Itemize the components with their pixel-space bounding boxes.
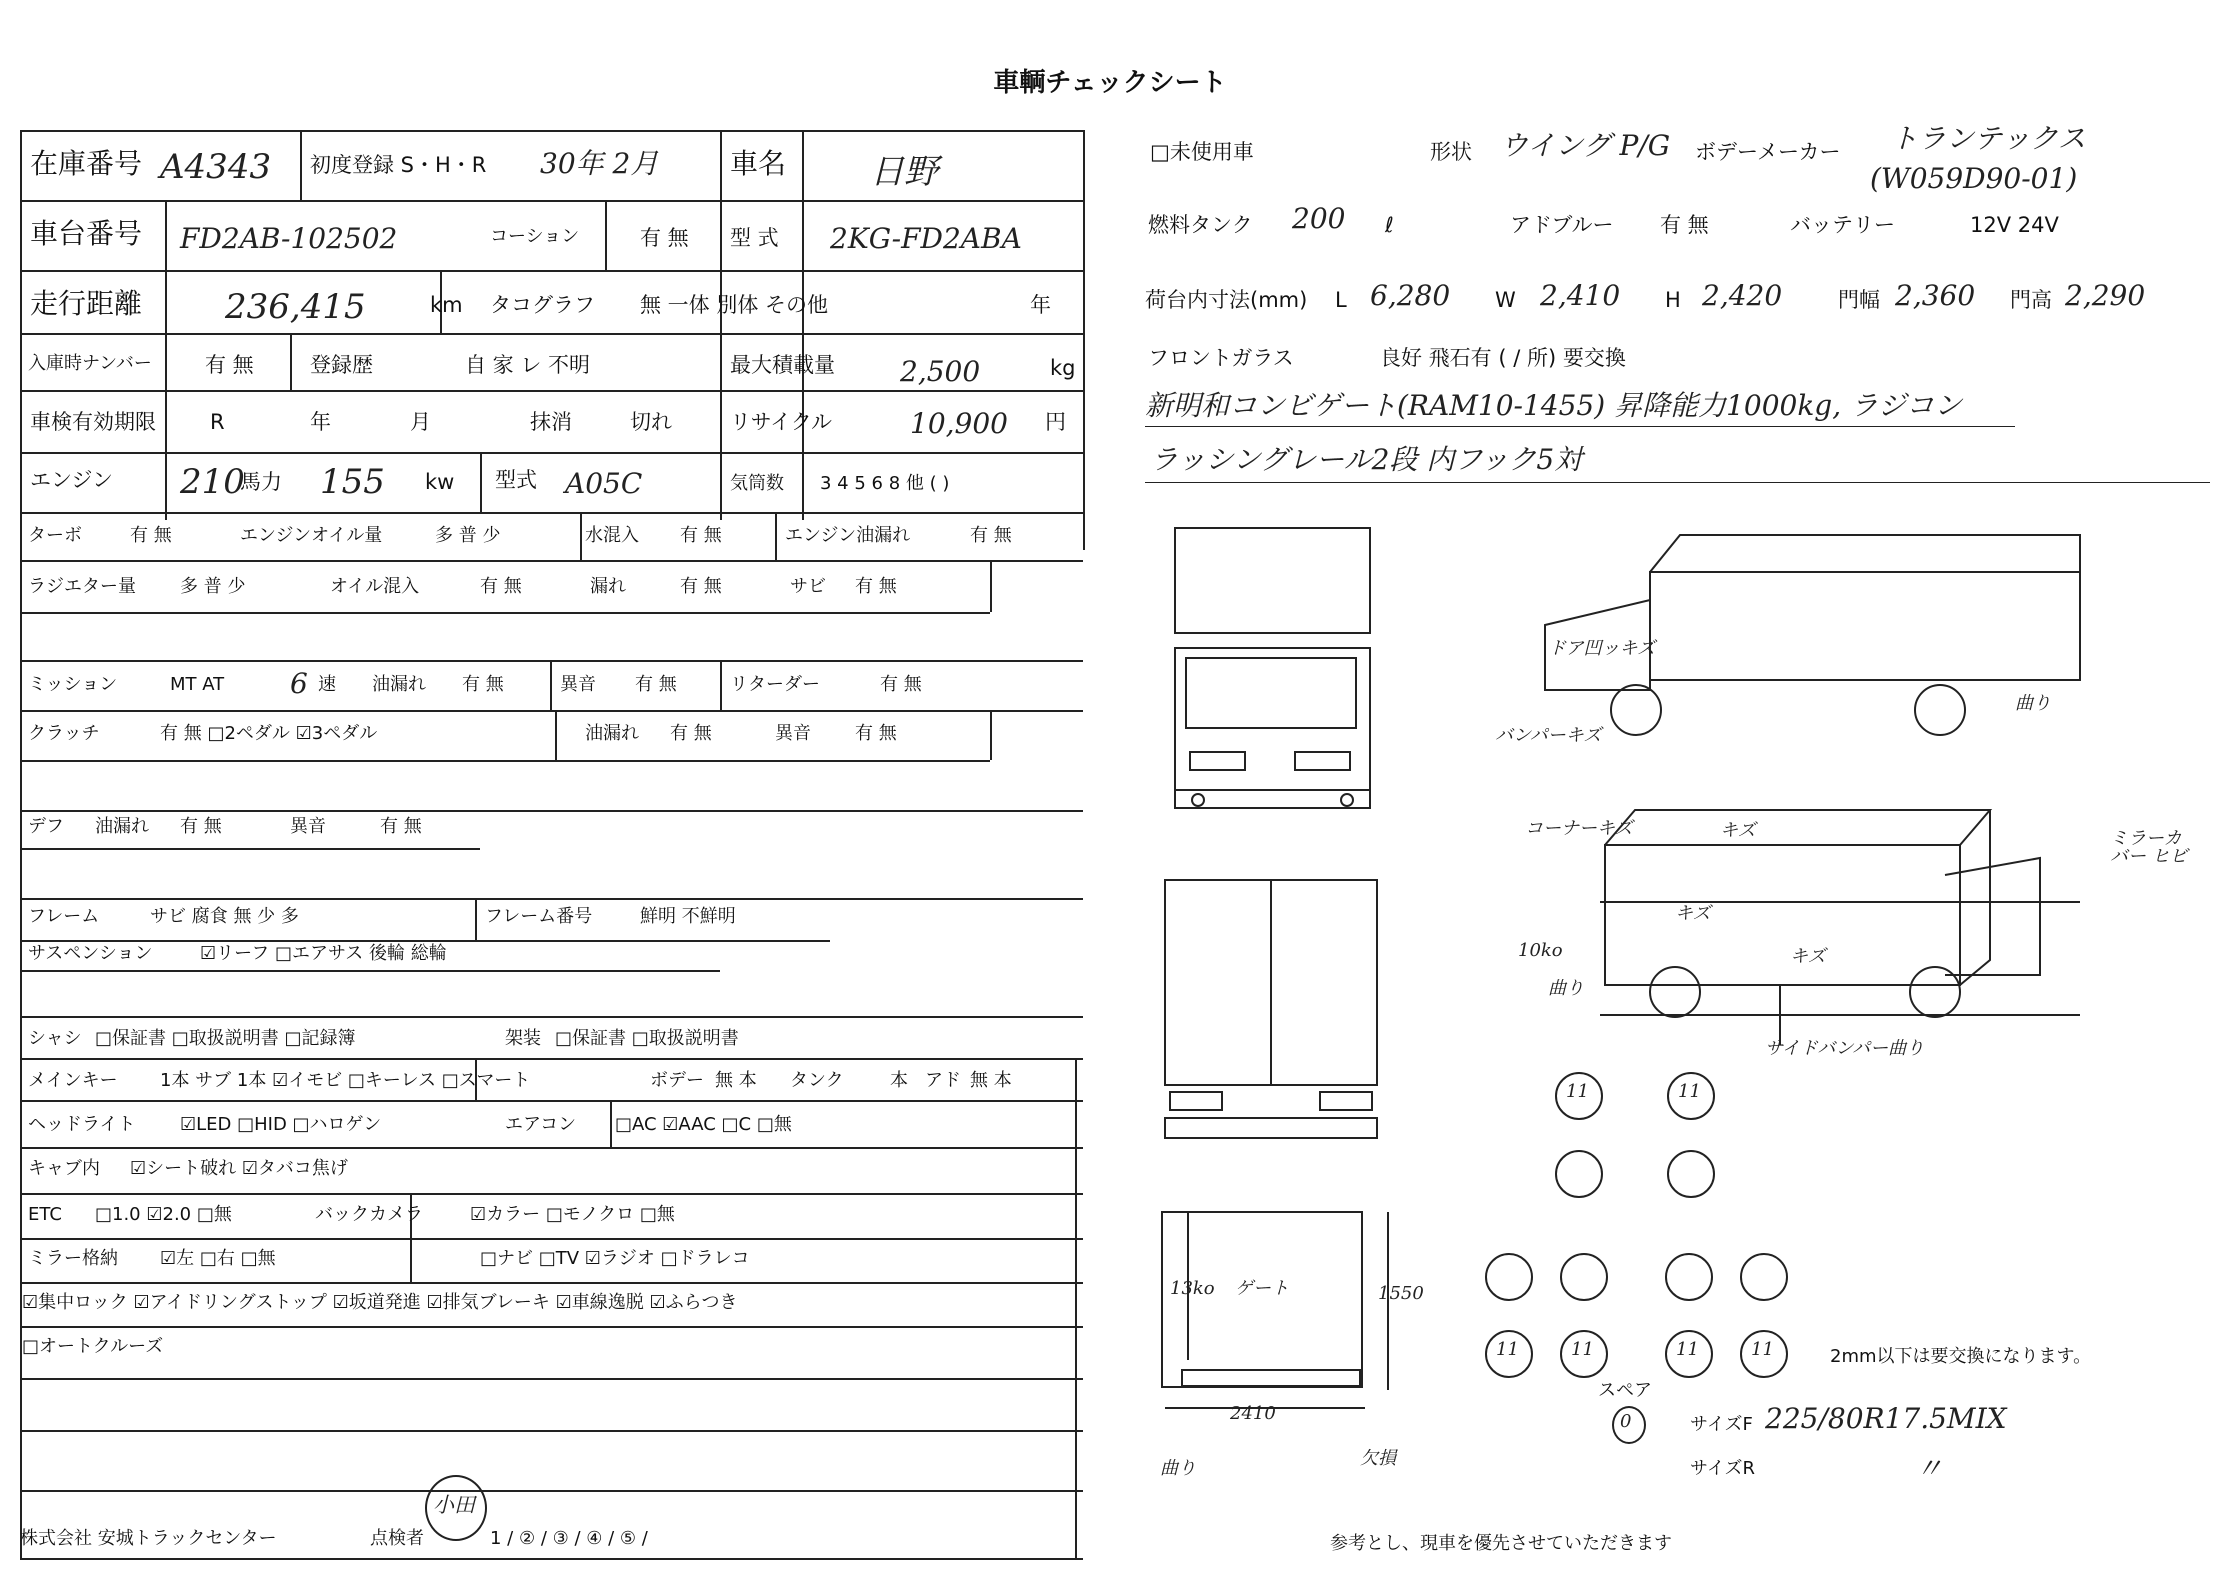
unused-label: □未使用車 [1150, 140, 1254, 164]
ad-key-label: アド [925, 1070, 961, 1091]
turbo-label: ターボ [28, 525, 82, 546]
clutch-noise-label: 異音 [775, 723, 811, 744]
right-footer-note: 参考とし、現車を優先させていただきます [1330, 1533, 1672, 1554]
fuel-unit: ℓ [1385, 213, 1394, 237]
ann-2410: 2410 [1230, 1403, 1276, 1424]
recycle-value: 10,900 [910, 407, 1008, 440]
mirror-extra: □ナビ □TV ☑ラジオ □ドラレコ [480, 1248, 750, 1269]
chassis-docs-value: □保証書 □取扱説明書 □記録簿 [95, 1028, 356, 1049]
fuel-label: 燃料タンク [1148, 213, 1253, 237]
chassis-label: 車台番号 [30, 217, 143, 250]
mission-noise-label: 異音 [560, 674, 596, 695]
rust-label: サビ [790, 576, 826, 597]
size-front-value: 225/80R17.5MIX [1765, 1402, 2007, 1435]
inspect-month: 月 [410, 410, 431, 434]
recycle-label: リサイクル [730, 410, 833, 434]
mission-leak-value: 有 無 [462, 674, 504, 695]
coating-value: 有 無 [640, 226, 689, 250]
etc-value: □1.0 ☑2.0 □無 [95, 1204, 232, 1225]
maxload-label: 最大積載量 [730, 353, 835, 377]
engine-type-value: A05C [565, 467, 643, 500]
ann-corner-scratch: コーナーキズ [1525, 818, 1633, 839]
chassis-value: FD2AB-102502 [180, 222, 398, 255]
mirror-value: ☑左 □右 □無 [160, 1248, 276, 1269]
shape-label: 形状 [1430, 140, 1472, 164]
body-key-value: 無 本 [715, 1070, 757, 1091]
plate-label: 入庫時ナンバー [28, 353, 152, 374]
oil-level-value: 多 普 少 [435, 525, 501, 546]
first-reg-value: 30年 2月 [540, 147, 659, 180]
clutch-leak-label: 油漏れ [585, 723, 639, 744]
maker-value: トランテックス [1890, 122, 2086, 155]
note-line-2: ラッシングレール2段 内フック5対 [1150, 443, 1583, 476]
ad-key-value: 無 本 [970, 1070, 1012, 1091]
tacho-label: タコグラフ [490, 293, 595, 317]
back-camera-value: ☑カラー □モノクロ □無 [470, 1204, 675, 1225]
ann-gate: ゲート [1235, 1278, 1289, 1299]
spare-value: 0 [1620, 1411, 1632, 1432]
mission-noise-value: 有 無 [635, 674, 677, 695]
front-view-cargo [1175, 528, 1370, 633]
ann-10ko: 10ko [1518, 940, 1563, 961]
tank-key-label: タンク [790, 1070, 844, 1091]
stock-no-value: A4343 [160, 147, 272, 187]
ann-bend-3: 曲り [1160, 1458, 1196, 1479]
headlight-label: ヘッドライト [28, 1114, 136, 1135]
glass-value: 良好 飛石有 ( / 所) 要交換 [1380, 346, 1626, 370]
plate-value: 有 無 [205, 353, 254, 377]
ann-door-scratch: ドア凹ッキズ [1548, 638, 1656, 659]
clutch-value: 有 無 □2ペダル ☑3ペダル [160, 723, 378, 744]
features-row-2: □オートクルーズ [22, 1336, 164, 1357]
maxload-value: 2,500 [900, 355, 981, 388]
body-docs-label: 架装 [505, 1028, 541, 1049]
rear-gate-view [1162, 1212, 1362, 1387]
recycle-unit: 円 [1045, 410, 1066, 434]
shape-value: ウイング P/G [1500, 129, 1671, 162]
clutch-label: クラッチ [28, 723, 100, 744]
inspect-label: 車検有効期限 [30, 410, 156, 434]
engine-leak-label: エンジン油漏れ [785, 525, 911, 546]
diff-noise-label: 異音 [290, 816, 326, 837]
body-docs-value: □保証書 □取扱説明書 [555, 1028, 739, 1049]
ann-13ko: 13ko [1170, 1278, 1215, 1299]
car-name-value: 日野 [870, 152, 938, 192]
tyre-rear-d-value: 11 [1751, 1339, 1774, 1360]
coating-label: コーション [490, 226, 580, 247]
ann-mirror-crack: ミラーカバー ヒビ [2110, 828, 2188, 867]
leak-value: 有 無 [680, 576, 722, 597]
frame-label: フレーム [28, 906, 100, 927]
tank-key-value: 本 [890, 1070, 908, 1091]
engine-leak-value: 有 無 [970, 525, 1012, 546]
frame-no-label: フレーム番号 [485, 906, 593, 927]
dims-l-label: L [1335, 288, 1347, 312]
ann-scratch-1: キズ [1720, 820, 1756, 841]
inspect-status: 抹消 [530, 410, 572, 434]
diff-label: デフ [28, 816, 64, 837]
tyre-2-left [1555, 1150, 1603, 1198]
maxload-unit: kg [1050, 356, 1076, 380]
door-width-label: 門幅 [1838, 288, 1880, 312]
maker-model: (W059D90-01) [1870, 162, 2078, 195]
maker-label: ボデーメーカー [1695, 140, 1841, 164]
ann-bend-1: 曲り [2015, 693, 2051, 714]
checker-label: 点検者 [370, 1528, 424, 1549]
mileage-value: 236,415 [225, 287, 366, 327]
side-view-cargo-2 [1605, 845, 1960, 985]
checker-stamp-text: 小田 [433, 1493, 475, 1517]
tyre-rear-a-value: 11 [1496, 1339, 1519, 1360]
water-mix-value: 有 無 [680, 525, 722, 546]
history-value: 自 家 レ 不明 [465, 353, 591, 377]
water-mix-label: 水混入 [585, 525, 639, 546]
tyre-rear-b-value: 11 [1571, 1339, 1594, 1360]
spare-label: スペア [1598, 1380, 1652, 1401]
inspect-r: R [210, 410, 225, 434]
ann-missing: 欠損 [1360, 1448, 1396, 1469]
engine-hp: 210 [180, 462, 245, 502]
note-line-1: 新明和コンビゲート(RAM10-1455) 昇降能力1000kg, ラジコン [1145, 389, 1963, 422]
mission-speed: 6 [290, 667, 308, 700]
engine-hp-unit: 馬力 [240, 470, 282, 494]
battery-value: 12V 24V [1970, 213, 2059, 237]
leak-label: 漏れ [590, 576, 626, 597]
mission-speed-unit: 速 [318, 674, 336, 695]
engine-kw-unit: kw [425, 470, 455, 494]
size-front-label: サイズF [1690, 1414, 1753, 1435]
cylinder-label: 気筒数 [730, 473, 784, 494]
fuel-value: 200 [1292, 202, 1346, 235]
oil-mix-label: オイル混入 [330, 576, 420, 597]
mileage-unit: km [430, 293, 463, 317]
door-height-value: 2,290 [2065, 279, 2146, 312]
mainkey-value: 1本 サブ 1本 ☑イモビ □キーレス □スマート [160, 1070, 531, 1091]
clutch-leak-value: 有 無 [670, 723, 712, 744]
oil-level-label: エンジンオイル量 [240, 525, 383, 546]
size-rear-value: 〃 [1915, 1452, 1944, 1485]
aircon-value: □AC ☑AAC □C □無 [615, 1114, 792, 1135]
etc-label: ETC [28, 1204, 62, 1225]
tyre-rear-c-value: 11 [1676, 1339, 1699, 1360]
suspension-label: サスペンション [28, 943, 153, 964]
battery-label: バッテリー [1790, 213, 1895, 237]
suspension-value: ☑リーフ □エアサス 後輪 総輪 [200, 943, 447, 964]
adblue-label: アドブルー [1510, 213, 1614, 237]
mainkey-label: メインキー [28, 1070, 118, 1091]
ann-1550: 1550 [1378, 1283, 1424, 1304]
tyre-3-a [1485, 1253, 1533, 1301]
tyre-3-d [1740, 1253, 1788, 1301]
mission-label: ミッション [28, 674, 118, 695]
cab-value: ☑シート破れ ☑タバコ焦げ [130, 1158, 348, 1179]
inspect-expired: 切れ [630, 410, 672, 434]
history-label: 登録歴 [310, 353, 373, 377]
engine-kw: 155 [320, 462, 385, 502]
ann-scratch-2: キズ [1675, 903, 1711, 924]
mission-leak-label: 油漏れ [372, 674, 426, 695]
tyre-2-right [1667, 1150, 1715, 1198]
ann-bumper-scratch: バンパーキズ [1495, 725, 1602, 746]
mileage-label: 走行距離 [30, 287, 143, 320]
company-name: 株式会社 安城トラックセンター [20, 1528, 277, 1549]
turbo-value: 有 無 [130, 525, 172, 546]
features-row-1: ☑集中ロック ☑アイドリングストップ ☑坂道発進 ☑排気ブレーキ ☑車線逸脱 ☑ふらつき [22, 1292, 738, 1313]
body-key-label: ボデー [650, 1070, 704, 1091]
dims-h-value: 2,420 [1702, 279, 1783, 312]
side-view-cargo-1 [1650, 572, 2080, 680]
mission-type: MT AT [170, 674, 225, 695]
oil-mix-value: 有 無 [480, 576, 522, 597]
retarder-label: リターダー [730, 674, 820, 695]
chassis-docs-label: シャシ [28, 1028, 82, 1049]
tacho-value: 無 一体 別体 その他 [640, 293, 829, 317]
size-rear-label: サイズR [1690, 1458, 1756, 1479]
cylinder-value: 3 4 5 6 8 他 ( ) [820, 473, 950, 494]
glass-label: フロントガラス [1148, 346, 1294, 370]
retarder-value: 有 無 [880, 674, 922, 695]
sheet-title: 車輌チェックシート [993, 68, 1227, 98]
frame-rust-value: サビ 腐食 無 少 多 [150, 906, 299, 927]
adblue-value: 有 無 [1660, 213, 1709, 237]
headlight-value: ☑LED □HID □ハロゲン [180, 1114, 382, 1135]
ann-scratch-3: キズ [1790, 946, 1826, 967]
dims-label: 荷台内寸法(mm) [1145, 288, 1308, 312]
engine-label: エンジン [30, 468, 113, 492]
model-label: 型 式 [730, 226, 779, 250]
dims-h-label: H [1665, 288, 1681, 312]
diff-noise-value: 有 無 [380, 816, 422, 837]
stock-no-label: 在庫番号 [30, 147, 143, 180]
diff-leak-label: 油漏れ [95, 816, 149, 837]
door-height-label: 門高 [2010, 288, 2052, 312]
radiator-label: ラジエター量 [28, 576, 136, 597]
tyre-note: 2mm以下は要交換になります。 [1830, 1346, 2092, 1367]
mirror-label: ミラー格納 [28, 1248, 118, 1269]
ann-bend-2: 曲り [1548, 978, 1584, 999]
model-value: 2KG-FD2ABA [830, 222, 1022, 255]
rust-value: 有 無 [855, 576, 897, 597]
dims-l-value: 6,280 [1370, 279, 1451, 312]
check-steps: 1 / ② / ③ / ④ / ⑤ / [490, 1528, 648, 1549]
aircon-label: エアコン [505, 1114, 577, 1135]
cab-label: キャブ内 [28, 1158, 100, 1179]
radiator-value: 多 普 少 [180, 576, 246, 597]
ann-side-bumper-bend: サイドバンパー曲り [1765, 1038, 1925, 1059]
tyre-3-b [1560, 1253, 1608, 1301]
diff-leak-value: 有 無 [180, 816, 222, 837]
tyre-3-c [1665, 1253, 1713, 1301]
car-name-label: 車名 [730, 147, 787, 180]
door-width-value: 2,360 [1895, 279, 1976, 312]
tacho-year: 年 [1030, 293, 1051, 317]
dims-w-label: W [1495, 288, 1516, 312]
clutch-noise-value: 有 無 [855, 723, 897, 744]
engine-type-label: 型式 [495, 468, 537, 492]
back-camera-label: バックカメラ [315, 1204, 423, 1225]
dims-w-value: 2,410 [1540, 279, 1621, 312]
tyre-front-left-value: 11 [1566, 1081, 1589, 1102]
inspect-year: 年 [310, 410, 331, 434]
frame-no-value: 鮮明 不鮮明 [640, 906, 736, 927]
tyre-front-right-value: 11 [1678, 1081, 1701, 1102]
first-reg-label: 初度登録 S・H・R [310, 153, 487, 177]
